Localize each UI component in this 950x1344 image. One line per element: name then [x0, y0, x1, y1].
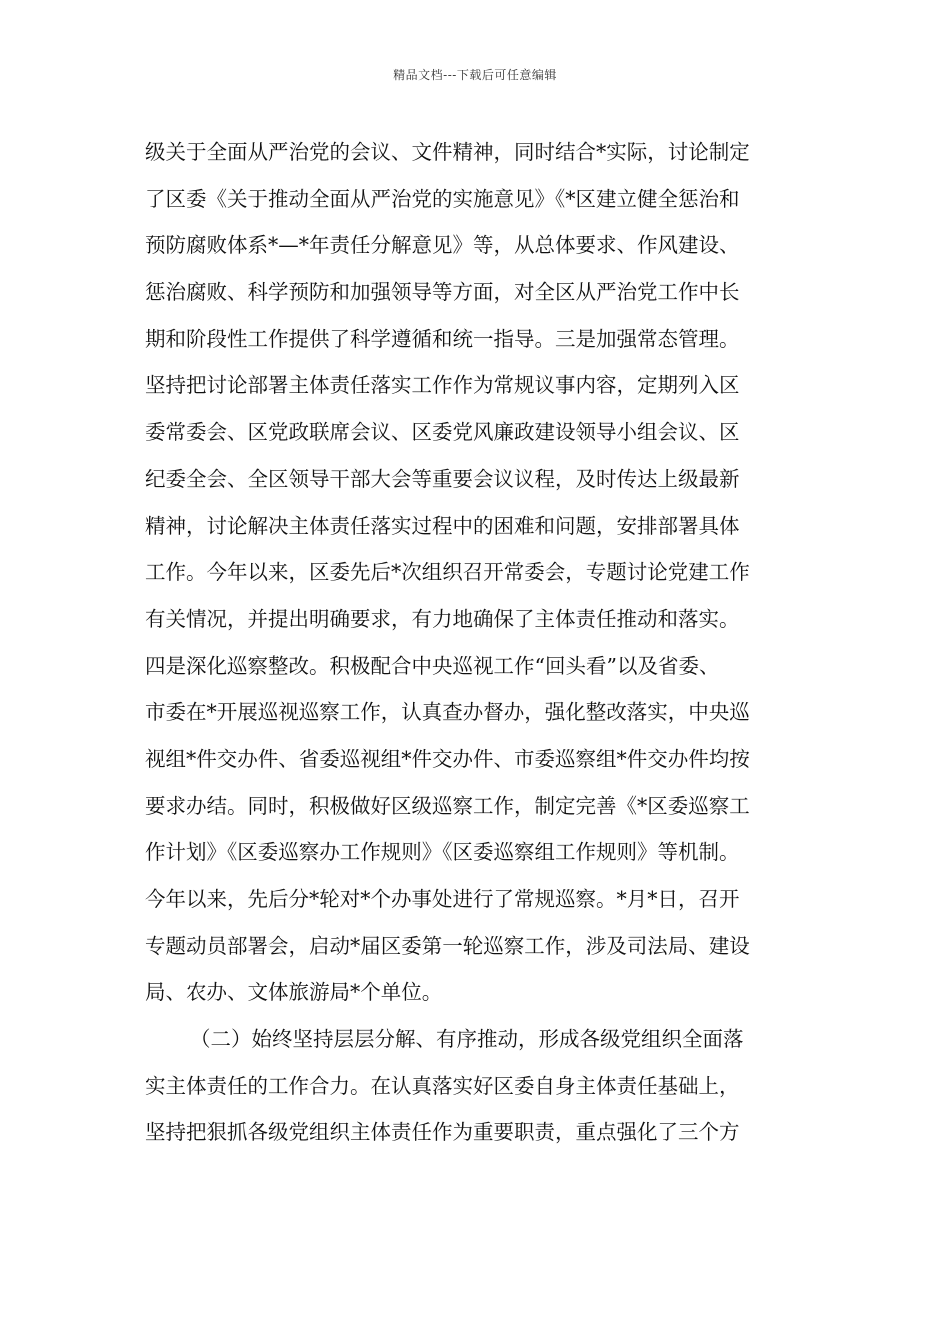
- text-line: 惩治腐败、科学预防和加强领导等方面，对全区从严治党工作中长: [145, 280, 740, 305]
- text-line: 作计划》《区委巡察办工作规则》《区委巡察组工作规则》等机制。: [145, 840, 740, 865]
- text-line: 工作。今年以来，区委先后*次组织召开常委会，专题讨论党建工作: [145, 560, 750, 585]
- text-line: 今年以来，先后分*轮对*个办事处进行了常规巡察。*月*日，召开: [145, 887, 740, 911]
- text-line: 局、农办、文体旅游局*个单位。: [145, 980, 443, 1005]
- text-line: 级关于全面从严治党的会议、文件精神，同时结合*实际，讨论制定: [145, 140, 750, 164]
- text-line: 预防腐败体系*—*年责任分解意见》等，从总体要求、作风建设、: [145, 233, 740, 258]
- text-line: 委常委会、区党政联席会议、区委党风廉政建设领导小组会议、区: [145, 420, 740, 445]
- text-line: 纪委全会、全区领导干部大会等重要会议议程，及时传达上级最新: [145, 466, 740, 491]
- text-line: 市委在*开展巡视巡察工作，认真查办督办，强化整改落实，中央巡: [145, 700, 750, 725]
- text-line: 实主体责任的工作合力。在认真落实好区委自身主体责任基础上，: [145, 1073, 740, 1098]
- document-body: [145, 129, 825, 1156]
- text-line: 视组*件交办件、省委巡视组*件交办件、市委巡察组*件交办件均按: [145, 746, 750, 771]
- text-line: 要求办结。同时，积极做好区级巡察工作，制定完善《*区委巡察工: [145, 793, 750, 818]
- text-line: 了区委《关于推动全面从严治党的实施意见》《*区建立健全惩治和: [145, 186, 740, 211]
- text-line: 坚持把狠抓各级党组织主体责任作为重要职责，重点强化了三个方: [145, 1120, 740, 1145]
- text-line: 坚持把讨论部署主体责任落实工作作为常规议事内容，定期列入区: [145, 373, 740, 398]
- text-line: 有关情况，并提出明确要求，有力地确保了主体责任推动和落实。: [145, 606, 740, 631]
- text-line: 精神，讨论解决主体责任落实过程中的困难和问题，安排部署具体: [145, 513, 740, 538]
- text-line: 四是深化巡察整改。积极配合中央巡视工作“回头看”以及省委、: [145, 653, 720, 678]
- text-line: 专题动员部署会，启动*届区委第一轮巡察工作，涉及司法局、建设: [145, 933, 750, 958]
- paragraph-start-line: （二）始终坚持层层分解、有序推动，形成各级党组织全面落: [190, 1027, 744, 1052]
- text-line: 期和阶段性工作提供了科学遵循和统一指导。三是加强常态管理。: [145, 326, 740, 351]
- page-header-watermark: 精品文档---下载后可任意编辑: [393, 68, 557, 82]
